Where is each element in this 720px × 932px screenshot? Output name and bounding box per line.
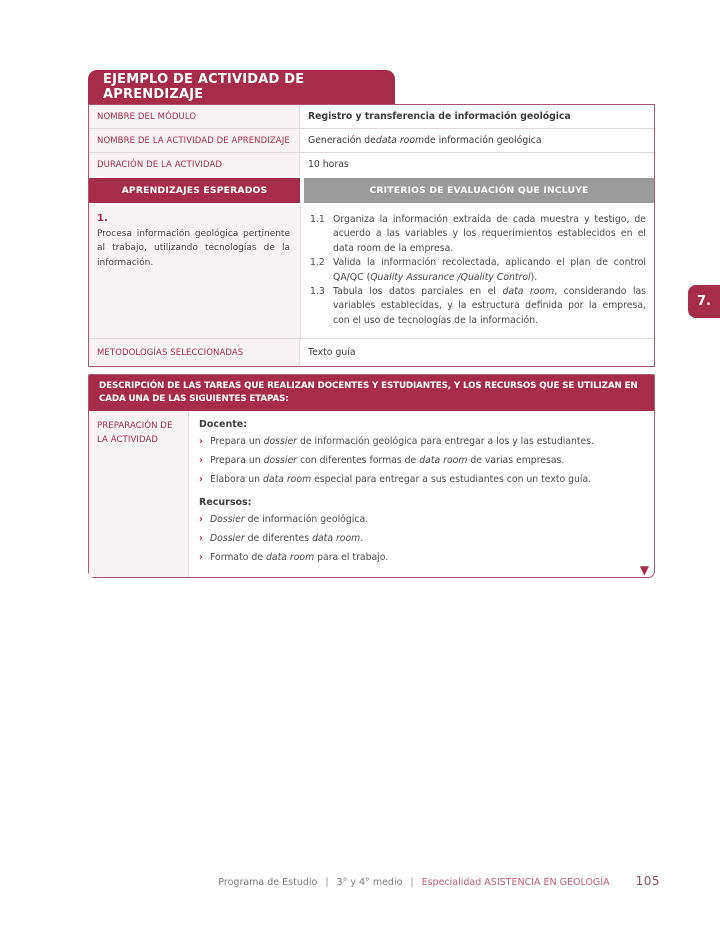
criterion-item <box>310 285 646 328</box>
duration-label: DURACIÓN DE LA ACTIVIDAD <box>89 153 300 176</box>
document-page <box>88 70 655 578</box>
list-item-part: Prepara un <box>210 455 264 467</box>
preparation-stage-label: PREPARACIÓN DE LA ACTIVIDAD <box>89 411 189 577</box>
list-item-italic: Dossier <box>210 533 245 545</box>
list-item-italic: data room <box>262 474 312 486</box>
list-item-part: para el trabajo. <box>314 552 389 564</box>
module-name-value: Registro y transferencia de información geológica <box>308 111 571 122</box>
list-item-italic: dossier <box>263 455 297 467</box>
list-item <box>199 551 640 565</box>
module-name-label: NOMBRE DEL MÓDULO <box>89 105 300 128</box>
criterion-number: 1.2 <box>310 257 325 269</box>
list-item-part: de varias empresas. <box>467 455 565 467</box>
activity-info-table <box>88 104 655 367</box>
bullet-icon: › <box>199 533 203 545</box>
table-row-methodology <box>89 338 654 366</box>
methodology-label: METODOLOGÍAS SELECCIONADAS <box>89 339 300 366</box>
list-item-part: Prepara un <box>210 436 264 448</box>
table-row-module-name <box>89 105 654 129</box>
criterion-text-part: Valida la información recolectada, aplicando el plan de control QA/QC ( <box>333 257 646 283</box>
list-item-text <box>210 435 594 449</box>
list-item-part: . <box>360 533 364 545</box>
page-number: 105 <box>635 874 660 888</box>
list-item-part: Formato de <box>210 552 266 564</box>
continues-down-triangle-icon: ▼ <box>639 563 649 578</box>
methodology-value: Texto guía <box>308 347 356 359</box>
list-item <box>199 454 640 468</box>
criterion-text <box>333 213 646 256</box>
list-item-italic: data room <box>419 455 468 467</box>
criterion-text-part: ). <box>530 271 538 283</box>
bullet-icon: › <box>199 514 203 526</box>
recursos-heading: Recursos: <box>199 497 252 509</box>
list-item-part: de información geológica para entregar a los y las estudiantes. <box>297 436 595 448</box>
activity-title-banner <box>88 70 395 104</box>
footer-separator: | <box>410 877 414 888</box>
list-item-part: especial para entregar a sus estudiantes con un texto guía. <box>311 474 592 486</box>
objective-text: Procesa información geológica pertinente al trabajo, utilizando tecnologías de la información. <box>97 229 290 268</box>
expected-learnings-header: APRENDIZAJES ESPERADOS <box>89 178 300 203</box>
criterion-text-italic: Quality Assurance /Quality Control <box>370 271 531 283</box>
list-item-text <box>210 513 368 527</box>
activity-name-part: de información geológica <box>424 135 542 146</box>
column-headers-row <box>89 178 654 203</box>
list-item-italic: data room <box>265 552 315 564</box>
criteria-cell <box>300 205 654 338</box>
criterion-text-italic: data room <box>502 286 555 298</box>
list-item-italic: dossier <box>263 436 297 448</box>
list-item-italic: data room <box>312 533 361 545</box>
table-row-duration <box>89 153 654 176</box>
bullet-icon: › <box>199 436 203 448</box>
list-item-part: con diferentes formas de <box>297 455 420 467</box>
preparation-stage-row <box>89 411 654 577</box>
activity-name-label: NOMBRE DE LA ACTIVIDAD DE APRENDIZAJE <box>89 129 300 152</box>
bullet-icon: › <box>199 474 203 486</box>
criterion-item <box>310 213 646 256</box>
footer-program-name: Programa de Estudio <box>218 877 318 888</box>
criterion-number: 1.1 <box>310 214 325 225</box>
list-item-part: Elabora un <box>210 474 263 486</box>
bullet-icon: › <box>199 455 203 467</box>
list-item-text <box>210 551 388 565</box>
tasks-description-section <box>88 374 655 578</box>
list-item <box>199 532 640 546</box>
chapter-side-tab <box>688 285 720 318</box>
list-item-italic: Dossier <box>210 514 245 526</box>
duration-value: 10 horas <box>308 159 349 170</box>
footer-grade: 3° y 4° medio <box>336 877 403 888</box>
learning-content-row <box>89 205 654 338</box>
criterion-text-part: , considerando las variables establecidas, y la estructura definida por la empresa, con el uso de tecnologías de la información. <box>333 286 647 326</box>
criterion-text-part: Tabula los datos parciales en el <box>333 286 503 298</box>
list-item <box>199 513 640 527</box>
preparation-stage-content <box>189 411 654 577</box>
chapter-number: 7. <box>697 294 711 309</box>
activity-name-part: Generación de <box>308 135 376 146</box>
criterion-number: 1.3 <box>310 286 325 298</box>
criterion-text <box>333 285 646 328</box>
list-item-text <box>210 532 363 546</box>
criterion-item <box>310 256 646 285</box>
criterion-text <box>333 256 646 285</box>
list-item-part: de información geológica. <box>244 514 369 526</box>
docente-heading: Docente: <box>199 419 248 431</box>
table-row-activity-name <box>89 129 654 153</box>
list-item <box>199 473 640 487</box>
footer-specialty: Especialidad ASISTENCIA EN GEOLOGÍA <box>421 877 610 888</box>
activity-title-text: EJEMPLO DE ACTIVIDAD DE APRENDIZAJE <box>103 72 305 102</box>
list-item-text <box>210 473 591 487</box>
list-item-part: de diferentes <box>244 533 313 545</box>
objective-number: 1. <box>97 213 108 224</box>
evaluation-criteria-header: CRITERIOS DE EVALUACIÓN QUE INCLUYE <box>304 178 654 203</box>
activity-name-italic: data room <box>375 135 425 146</box>
activity-name-value <box>300 129 654 152</box>
tasks-description-banner: DESCRIPCIÓN DE LAS TAREAS QUE REALIZAN DOCENTES Y ESTUDIANTES, Y LOS RECURSOS QUE SE UTILIZAN EN CADA UNA DE LAS SIGUIENTES ETAPAS: <box>89 375 654 411</box>
page-footer <box>0 874 660 888</box>
expected-learning-cell <box>89 205 300 338</box>
footer-separator: | <box>325 877 329 888</box>
bullet-icon: › <box>199 552 203 564</box>
criterion-text-part: Organiza la información extraída de cada muestra y testigo, de acuerdo a las variables y los requerimientos establecidos en el data room de la empresa. <box>333 214 646 254</box>
list-item <box>199 435 640 449</box>
list-item-text <box>210 454 564 468</box>
